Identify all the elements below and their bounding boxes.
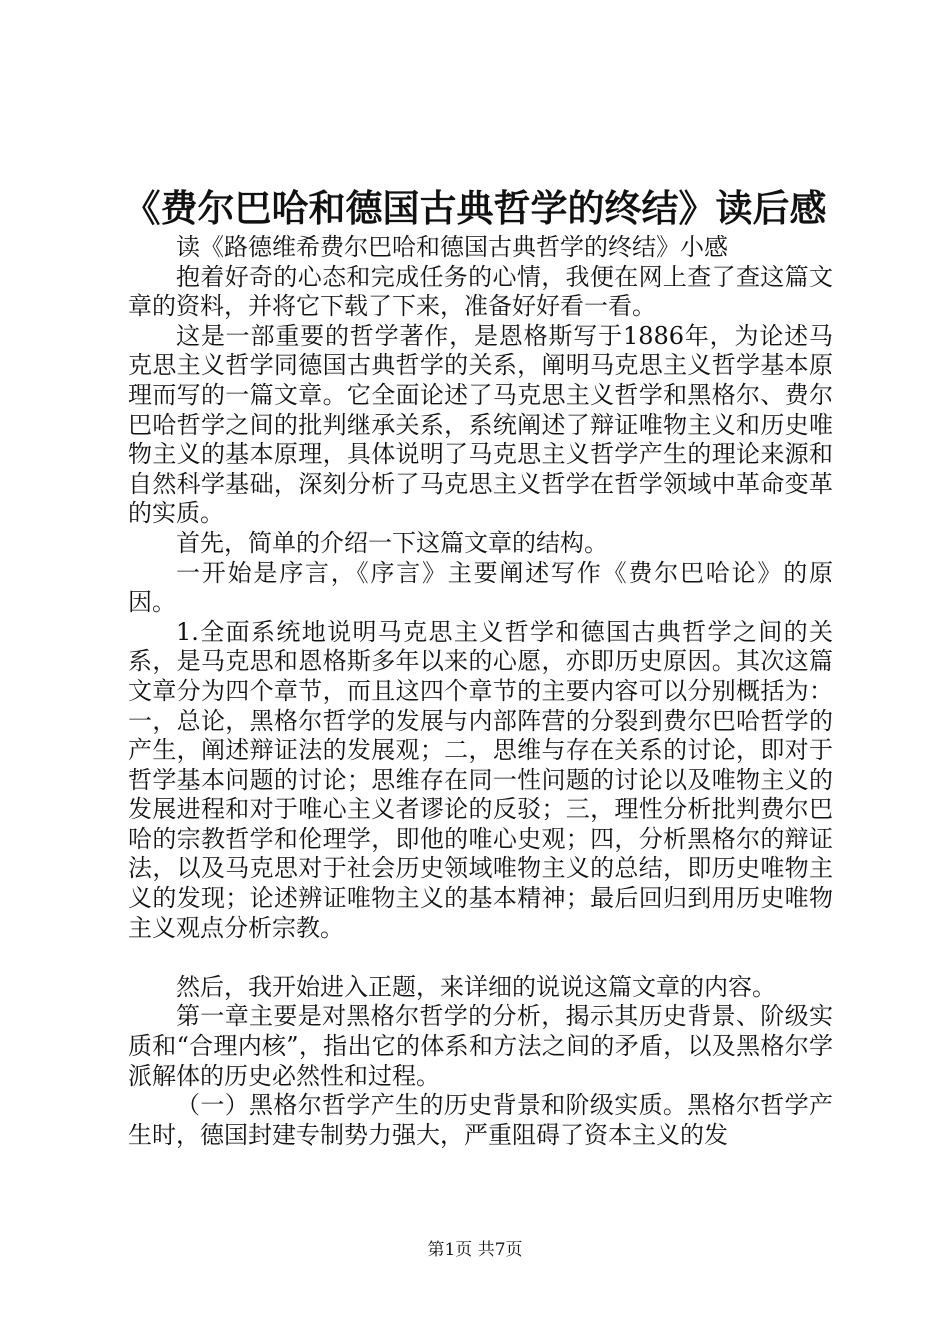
paragraph-subtitle: 读《路德维希费尔巴哈和德国古典哲学的终结》小感 bbox=[176, 233, 728, 261]
page-number-footer: 第1页 共7页 bbox=[427, 1240, 523, 1260]
paragraph: 然后，我开始进入正题，来详细的说说这篇文章的内容。 bbox=[176, 972, 776, 1001]
paragraph: （一）黑格尔哲学产生的历史背景和阶级实质。黑格尔哲学产生时，德国封建专制势力强大，严重阻碍了资本主义的发 bbox=[128, 1091, 833, 1149]
paragraph: 首先，简单的介绍一下这篇文章的结构。 bbox=[176, 528, 608, 557]
paragraph: 这是一部重要的哲学著作，是恩格斯写于1886年，为论述马克思主义哲学同德国古典哲学的关系，阐明马克思主义哲学基本原理而写的一篇文章。它全面论述了马克思主义哲学和黑格尔、费尔巴哈哲学之间的批判继承关系，系统阐述了辩证唯物主义和历史唯物主义的基本原理，具体说明了马克思主义哲学产生的理论来源和自然科学基础，深刻分析了马克思主义哲学在哲学领域中革命变革的实质。 bbox=[128, 321, 833, 528]
blank-line bbox=[128, 943, 833, 973]
document-title: 《费尔巴哈和德国古典哲学的终结》读后感 bbox=[123, 186, 827, 230]
document-body bbox=[128, 233, 833, 1150]
paragraph: 抱着好奇的心态和完成任务的心情，我便在网上查了查这篇文章的资料，并将它下载了下来，准备好好看一看。 bbox=[128, 262, 833, 321]
paragraph: 一开始是序言，《序言》主要阐述写作《费尔巴哈论》的原因。 bbox=[128, 558, 833, 617]
paragraph: 1.全面系统地说明马克思主义哲学和德国古典哲学之间的关系，是马克思和恩格斯多年以来的心愿，亦即历史原因。其次这篇文章分为四个章节，而且这四个章节的主要内容可以分别概括为：一，总论，黑格尔哲学的发展与内部阵营的分裂到费尔巴哈哲学的产生，阐述辩证法的发展观；二，思维与存在关系的讨论，即对于哲学基本问题的讨论；思维存在同一性问题的讨论以及唯物主义的发展进程和对于唯心主义者谬论的反驳；三，理性分析批判费尔巴哈的宗教哲学和伦理学，即他的唯心史观；四，分析黑格尔的辩证法，以及马克思对于社会历史领域唯物主义的总结，即历史唯物主义的发现；论述辨证唯物主义的基本精神；最后回归到用历史唯物主义观点分析宗教。 bbox=[128, 617, 833, 942]
paragraph: 第一章主要是对黑格尔哲学的分析，揭示其历史背景、阶级实质和“合理内核”，指出它的体系和方法之间的矛盾，以及黑格尔学派解体的历史必然性和过程。 bbox=[128, 1002, 833, 1090]
